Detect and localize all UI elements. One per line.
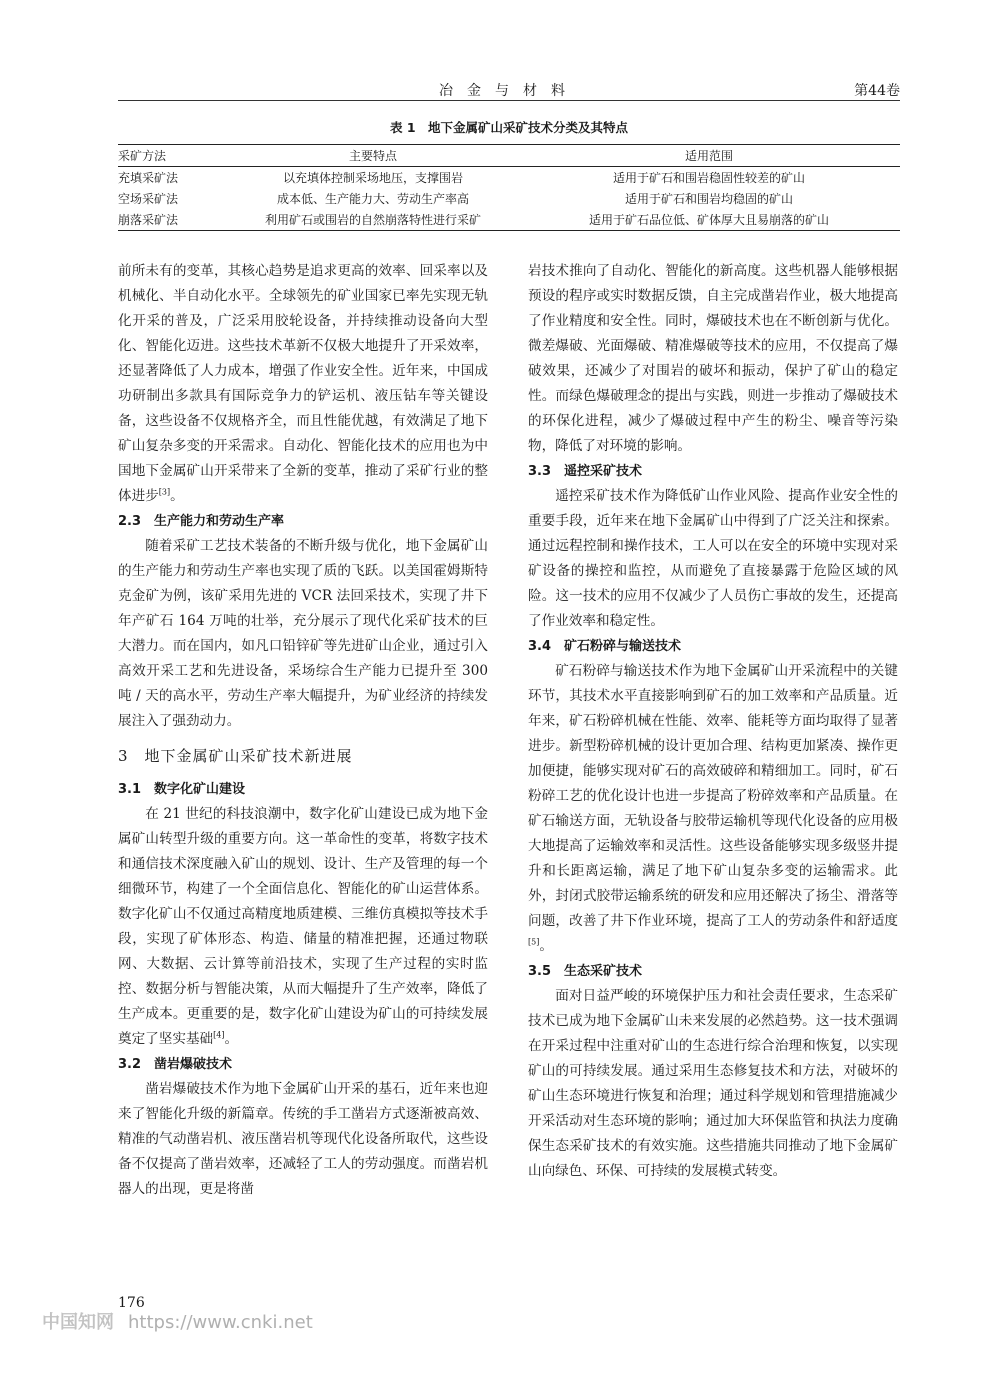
mining-methods-table (118, 144, 900, 231)
citation-ref[interactable]: [4] (213, 1030, 225, 1040)
citation-ref[interactable]: [3] (158, 487, 171, 497)
section-heading-3-2: 3.2 凿岩爆破技术 (118, 1057, 233, 1072)
journal-name: 冶金与材料 (439, 83, 579, 99)
table-header-cell: 适用范围 (684, 149, 733, 163)
citation-ref[interactable]: [5] (528, 937, 540, 947)
table-cell: 以充填体控制采场地压，支撑围岩 (282, 171, 463, 185)
paragraph: 岩技术推向了自动化、智能化的新高度。这些机器人能够根据预设的程序或实时数据反馈，自主完成凿岩作业，极大地提高了作业精度和安全性。同时，爆破技术也在不断创新与优化。微差爆破、光面爆破、精准爆破等技术的应用，不仅提高了爆破效果，还减少了对围岩的破坏和振动，保护了矿山的稳定性。而绿色爆破理念的提出与实践，则进一步推动了爆破技术的环保化进程，减少了爆破过程中产生的粉尘、噪音等污染物，降低了对环境的影响。 (528, 263, 898, 454)
table-cell: 利用矿石或围岩的自然崩落特性进行采矿 (264, 213, 481, 227)
section-heading-3-5: 3.5 生态采矿技术 (528, 964, 643, 979)
running-header (118, 78, 900, 101)
watermark-brand: 中国知网 (42, 1312, 114, 1333)
table-cell: 适用于矿石和围岩均稳固的矿山 (624, 192, 793, 206)
paragraph: 面对日益严峻的环境保护压力和社会责任要求，生态采矿技术已成为地下金属矿山未来发展的必然趋势。这一技术强调在开采过程中注重对矿山的生态进行综合治理和恢复，以实现矿山的可持续发展。通过采用生态修复技术和方法，对破坏的矿山生态环境进行恢复和治理；通过科学规划和管理措施减少开采活动对生态环境的影响；通过加大环保监管和执法力度确保生态采矿技术的有效实施。这些措施共同推动了地下金属矿山向绿色、环保、可持续的发展模式转变。 (528, 988, 898, 1179)
table-row (118, 167, 900, 189)
table-header-row (118, 145, 900, 167)
watermark-url[interactable]: https://www.cnki.net (128, 1312, 313, 1333)
section-heading-3-1: 3.1 数字化矿山建设 (118, 782, 246, 797)
right-column (528, 259, 898, 1184)
table-cell: 适用于矿石和围岩稳固性较差的矿山 (612, 171, 805, 185)
table-caption: 表 1 地下金属矿山采矿技术分类及其特点 (389, 120, 629, 135)
table-header-cell: 采矿方法 (118, 149, 167, 163)
paragraph: 随着采矿工艺技术装备的不断升级与优化，地下金属矿山的生产能力和劳动生产率也实现了质的飞跃。以美国霍姆斯特克金矿为例，该矿采用先进的 VCR 法回采技术，实现了井下年产矿石 164 万吨的壮举，充分展示了现代化采矿技术的巨大潜力。而在国内，如凡口铅锌矿等先进矿山企业，通过引入高效开采工艺和先进设备，采场综合生产能力已提升至 300 吨 / 天的高水平，劳动生产率大幅提升，为矿业经济的持续发展注入了强劲动力。 (118, 538, 488, 729)
paragraph: 前所未有的变革，其核心趋势是追求更高的效率、回采率以及机械化、半自动化水平。全球领先的矿业国家已率先实现无轨化开采的普及，广泛采用胶轮设备，并持续推动设备向大型化、智能化迈进。这些技术革新不仅极大地提升了开采效率，还显著降低了人力成本，增强了作业安全性。近年来，中国成功研制出多款具有国际竞争力的铲运机、液压钻车等关键设备，这些设备不仅规格齐全，而且性能优越，有效满足了地下矿山复杂多变的开采需求。自动化、智能化技术的应用也为中国地下金属矿山开采带来了全新的变革，推动了采矿行业的整体进步[3]。 (118, 263, 488, 504)
paragraph: 矿石粉碎与输送技术作为地下金属矿山开采流程中的关键环节，其技术水平直接影响到矿石的加工效率和产品质量。近年来，矿石粉碎机械在性能、效率、能耗等方面均取得了显著进步。新型粉碎机械的设计更加合理、结构更加紧凑、操作更加便捷，能够实现对矿石的高效破碎和精细加工。同时，矿石粉碎工艺的优化设计也进一步提高了粉碎效率和产品质量。在矿石输送方面，无轨设备与胶带运输机等现代化设备的应用极大地提高了运输效率和灵活性。这些设备能够实现多级竖井提升和长距离运输，满足了地下矿山复杂多变的运输需求。此外，封闭式胶带运输系统的研发和应用还解决了扬尘、滑落等问题，改善了井下作业环境，提高了工人的劳动条件和舒适度[5]。 (528, 663, 898, 954)
table-cell: 崩落采矿法 (118, 213, 179, 227)
table-cell: 充填采矿法 (118, 171, 179, 185)
paragraph: 凿岩爆破技术作为地下金属矿山开采的基石，近年来也迎来了智能化升级的新篇章。传统的手工凿岩方式逐渐被高效、精准的气动凿岩机、液压凿岩机等现代化设备所取代，这些设备不仅提高了凿岩效率，还减轻了工人的劳动强度。而凿岩机器人的出现，更是将凿 (118, 1081, 488, 1197)
volume-number: 第44卷 (854, 83, 900, 99)
paragraph: 遥控采矿技术作为降低矿山作业风险、提高作业安全性的重要手段，近年来在地下金属矿山中得到了广泛关注和探索。通过远程控制和操作技术，工人可以在安全的环境中实现对采矿设备的操控和监控，从而避免了直接暴露于危险区域的风险。这一技术的应用不仅减少了人员伤亡事故的发生，还提高了作业效率和稳定性。 (528, 488, 898, 629)
section-heading-3-3: 3.3 遥控采矿技术 (528, 464, 643, 479)
section-heading-2-3: 2.3 生产能力和劳动生产率 (118, 514, 285, 529)
cnki-watermark (42, 1308, 313, 1334)
paragraph: 在 21 世纪的科技浪潮中，数字化矿山建设已成为地下金属矿山转型升级的重要方向。这一革命性的变革，将数字技术和通信技术深度融入矿山的规划、设计、生产及管理的每一个细微环节，构建了一个全面信息化、智能化的矿山运营体系。数字化矿山不仅通过高精度地质建模、三维仿真模拟等技术手段，实现了矿体形态、构造、储量的精准把握，还通过物联网、大数据、云计算等前沿技术，实现了生产过程的实时监控、数据分析与智能决策，从而大幅提升了生产效率，降低了生产成本。更重要的是，数字化矿山建设为矿山的可持续发展奠定了坚实基础[4]。 (118, 806, 488, 1047)
left-column (118, 259, 488, 1202)
section-heading-3: 3 地下金属矿山采矿技术新进展 (118, 747, 353, 765)
table-cell: 适用于矿石品位低、矿体厚大且易崩落的矿山 (588, 213, 829, 227)
table-row (118, 209, 900, 231)
table-row (118, 188, 900, 209)
table-header-cell: 主要特点 (348, 149, 397, 163)
table-cell: 空场采矿法 (118, 192, 179, 206)
table-cell: 成本低、生产能力大、劳动生产率高 (276, 192, 469, 206)
section-heading-3-4: 3.4 矿石粉碎与输送技术 (528, 639, 682, 654)
page-number: 176 (118, 1295, 145, 1311)
